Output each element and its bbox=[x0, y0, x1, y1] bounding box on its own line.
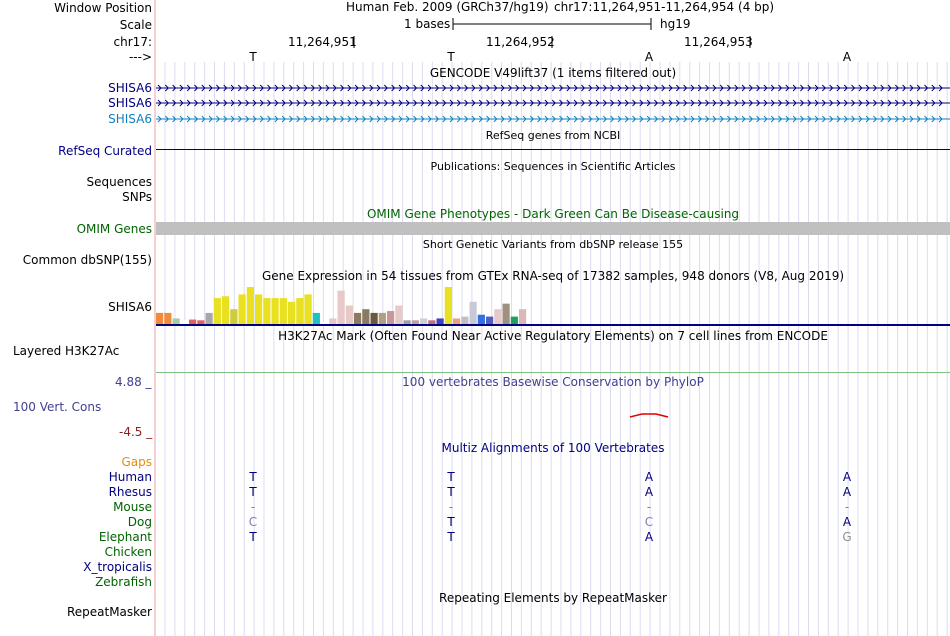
base-1: T bbox=[249, 50, 257, 64]
species-label-chicken[interactable]: Chicken bbox=[104, 545, 152, 559]
gtex-tissue-bar bbox=[156, 313, 163, 324]
species-label-x_tropicalis[interactable]: X_tropicalis bbox=[83, 560, 152, 574]
h3k27ac-label[interactable]: Layered H3K27Ac bbox=[13, 344, 120, 358]
position-3: 11,264,953 bbox=[684, 35, 753, 49]
h3k27ac-title: H3K27Ac Mark (Often Found Near Active Regulatory Elements) on 7 cell lines from ENCODE bbox=[278, 329, 828, 343]
repeatmasker-label[interactable]: RepeatMasker bbox=[66, 605, 152, 619]
species-base: G bbox=[842, 530, 852, 544]
gencode-item-2[interactable]: SHISA6 bbox=[108, 96, 152, 110]
phylop-title: 100 vertebrates Basewise Conservation by PhyloP bbox=[402, 375, 704, 389]
gtex-tissue-bar bbox=[288, 302, 295, 324]
gtex-tissue-bar bbox=[280, 298, 287, 324]
species-base: T bbox=[447, 530, 455, 544]
repeatmasker-title: Repeating Elements by RepeatMasker bbox=[439, 591, 667, 605]
species-base: T bbox=[249, 485, 257, 499]
omim-title: OMIM Gene Phenotypes - Dark Green Can Be Disease-causing bbox=[366, 207, 740, 221]
gencode-title: GENCODE V49lift37 (1 items filtered out) bbox=[429, 66, 677, 80]
species-label-dog[interactable]: Dog bbox=[127, 515, 152, 529]
scale-bar bbox=[452, 16, 654, 32]
scale-label: Scale bbox=[119, 18, 152, 32]
gtex-tissue-bar bbox=[371, 313, 378, 324]
dbsnp-label[interactable]: Common dbSNP(155) bbox=[22, 253, 152, 267]
position-2: 11,264,952 bbox=[486, 35, 555, 49]
base-3: A bbox=[644, 50, 654, 64]
gtex-tissue-bar bbox=[511, 317, 518, 324]
gtex-tissue-bar bbox=[412, 320, 419, 324]
species-base: T bbox=[249, 470, 257, 484]
gencode-item-1[interactable]: SHISA6 bbox=[108, 81, 152, 95]
gtex-tissue-bar bbox=[189, 320, 196, 324]
h3k27ac-baseline bbox=[156, 372, 950, 373]
species-base: T bbox=[249, 530, 257, 544]
species-label-human[interactable]: Human bbox=[108, 470, 152, 484]
gtex-tissue-bar bbox=[461, 317, 468, 324]
gtex-tissue-bar bbox=[272, 298, 279, 324]
gtex-tissue-bar bbox=[519, 309, 526, 324]
gtex-tissue-bar bbox=[503, 304, 510, 324]
publications-title: Publications: Sequences in Scientific Articles bbox=[430, 160, 676, 173]
phylop-max: 4.88 _ bbox=[115, 375, 152, 389]
gtex-tissue-bar bbox=[346, 306, 353, 325]
dbsnp-title: Short Genetic Variants from dbSNP release 155 bbox=[422, 238, 684, 251]
gtex-tissue-bar bbox=[230, 309, 237, 324]
species-base: A bbox=[842, 515, 852, 529]
gtex-tissue-bar bbox=[379, 313, 386, 324]
gtex-tissue-bar bbox=[445, 287, 452, 324]
gtex-label[interactable]: SHISA6 bbox=[108, 300, 152, 314]
snps-label[interactable]: SNPs bbox=[122, 190, 152, 204]
position-ticks bbox=[0, 34, 950, 50]
species-label-zebrafish[interactable]: Zebrafish bbox=[95, 575, 152, 589]
refseq-line[interactable] bbox=[156, 149, 950, 150]
gtex-tissue-bar bbox=[255, 294, 262, 324]
gtex-tissue-bar bbox=[428, 320, 435, 324]
gtex-tissue-bar bbox=[494, 309, 501, 324]
omim-feature[interactable] bbox=[156, 222, 950, 235]
position-1: 11,264,951 bbox=[288, 35, 357, 49]
gencode-features[interactable] bbox=[156, 82, 950, 126]
gtex-tissue-bar bbox=[420, 318, 427, 324]
species-base: A bbox=[644, 470, 654, 484]
gtex-tissue-bar bbox=[296, 298, 303, 324]
gtex-tissue-bar bbox=[486, 317, 493, 324]
gtex-tissue-bar bbox=[395, 306, 402, 325]
gtex-tissue-bar bbox=[453, 318, 460, 324]
species-base: T bbox=[447, 515, 455, 529]
gencode-item-3[interactable]: SHISA6 bbox=[108, 112, 152, 126]
species-base: A bbox=[644, 485, 654, 499]
gtex-tissue-bar bbox=[404, 320, 411, 324]
phylop-label[interactable]: 100 Vert. Cons bbox=[13, 400, 102, 414]
gtex-tissue-bar bbox=[164, 313, 171, 324]
gtex-tissue-bar bbox=[197, 320, 204, 324]
gtex-tissue-bar bbox=[181, 320, 188, 324]
gtex-tissue-bar bbox=[305, 294, 312, 324]
refseq-title: RefSeq genes from NCBI bbox=[485, 129, 621, 142]
db-label: hg19 bbox=[660, 17, 691, 31]
gtex-tissue-bar bbox=[437, 318, 444, 324]
gtex-tissue-bar bbox=[173, 318, 180, 324]
species-base: - bbox=[844, 500, 850, 514]
gtex-tissue-bar bbox=[362, 309, 369, 324]
species-base: - bbox=[250, 500, 256, 514]
gtex-tissue-bar bbox=[247, 287, 254, 324]
species-base: A bbox=[644, 530, 654, 544]
multiz-title: Multiz Alignments of 100 Vertebrates bbox=[441, 441, 665, 455]
strand-label: ---> bbox=[128, 50, 152, 64]
coords-label: chr17:11,264,951-11,264,954 (4 bp) bbox=[554, 0, 775, 14]
gtex-tissue-bar bbox=[214, 298, 221, 324]
chrom-label: chr17: bbox=[113, 35, 152, 49]
species-label-rhesus[interactable]: Rhesus bbox=[108, 485, 152, 499]
gtex-tissue-bar bbox=[222, 296, 229, 324]
gtex-tissue-bar bbox=[239, 294, 246, 324]
gtex-tissue-bar bbox=[478, 315, 485, 324]
gaps-label[interactable]: Gaps bbox=[121, 455, 152, 469]
species-label-mouse[interactable]: Mouse bbox=[113, 500, 152, 514]
sequences-label[interactable]: Sequences bbox=[86, 175, 152, 189]
species-base: A bbox=[842, 485, 852, 499]
species-label-elephant[interactable]: Elephant bbox=[98, 530, 152, 544]
species-base: A bbox=[842, 470, 852, 484]
species-base: - bbox=[646, 500, 652, 514]
gtex-bars[interactable] bbox=[156, 284, 950, 326]
gtex-title: Gene Expression in 54 tissues from GTEx RNA-seq of 17382 samples, 948 donors (V8, Aug 2019) bbox=[261, 269, 845, 283]
phylop-min: -4.5 _ bbox=[119, 425, 153, 439]
gtex-tissue-bar bbox=[206, 313, 213, 324]
gtex-tissue-bar bbox=[321, 322, 328, 324]
gtex-tissue-bar bbox=[263, 298, 270, 324]
scale-text: 1 bases bbox=[404, 17, 451, 31]
species-base: T bbox=[447, 485, 455, 499]
base-4: A bbox=[842, 50, 852, 64]
gtex-tissue-bar bbox=[354, 313, 361, 324]
gtex-tissue-bar bbox=[470, 302, 477, 324]
phylop-mark[interactable] bbox=[628, 410, 672, 422]
gtex-tissue-bar bbox=[313, 313, 320, 324]
species-base: T bbox=[447, 470, 455, 484]
omim-label[interactable]: OMIM Genes bbox=[76, 222, 152, 236]
gtex-tissue-bar bbox=[338, 291, 345, 324]
gtex-tissue-bar bbox=[387, 311, 394, 324]
species-base: C bbox=[248, 515, 258, 529]
species-base: C bbox=[644, 515, 654, 529]
assembly-label: Human Feb. 2009 (GRCh37/hg19) bbox=[346, 0, 549, 14]
species-base: - bbox=[448, 500, 454, 514]
base-2: T bbox=[447, 50, 455, 64]
window-position-label: Window Position bbox=[54, 1, 152, 15]
gtex-tissue-bar bbox=[329, 318, 336, 324]
refseq-label[interactable]: RefSeq Curated bbox=[58, 144, 152, 158]
